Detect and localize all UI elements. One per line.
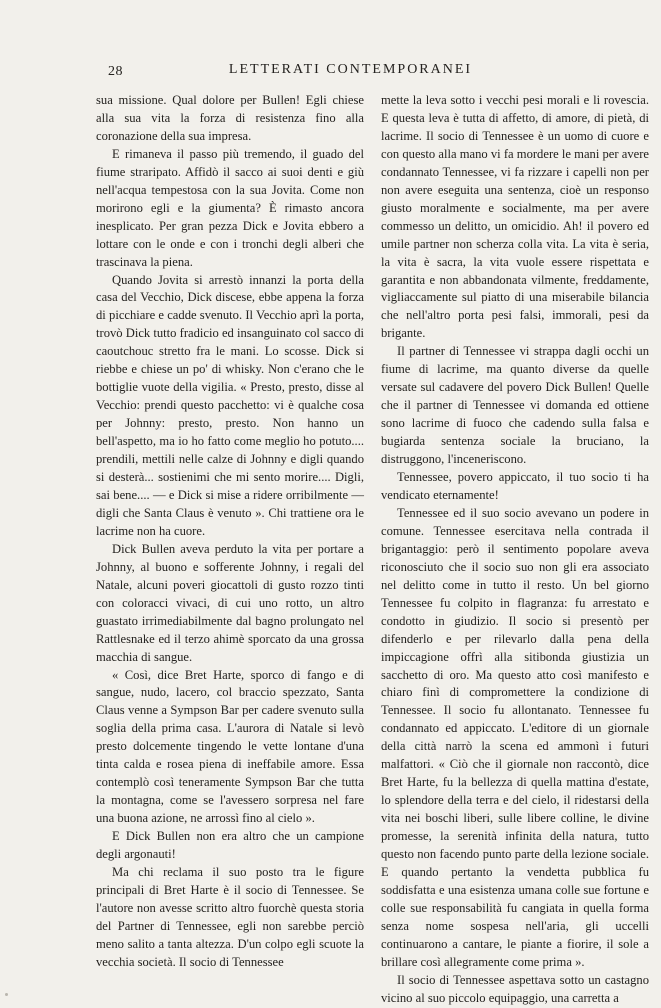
- page-number: 28: [108, 64, 123, 79]
- paragraph: Quando Jovita si arrestò innanzi la porta della casa del Vecchio, Dick discese, ebbe appena la forza di picchiare e cadde svenuto. Il Vecchio aprì la porta, trovò Dick tutto fradicio ed insanguinato col sacco di caoutchouc stretto fra le mani. Lo scosse. Dick si riebbe e chiese un po' di whisky. Non c'erano che le bottiglie vuote della vigilia. « Presto, presto, disse al Vecchio: prendi questo pacchetto: vi è qualche cosa per Johnny: presto, presto. Non hanno un bell'aspetto, ma io ho fatto come meglio ho potuto.... prendili, mettili nelle calze di Johnny e digli quando si desterà... sostienimi che mi sento morire.... Digli, sai bene.... — e Dick si mise a ridere orribilmente — digli che Santa Claus è venuto ». Chi trattiene ora le lacrime non ha cuore.: [96, 272, 364, 538]
- paragraph: Il socio di Tennessee aspettava sotto un castagno vicino al suo piccolo equipaggio, una carretta a: [381, 972, 649, 1005]
- paragraph: Ma chi reclama il suo posto tra le figure principali di Bret Harte è il socio di Tennessee. Se l'autore non avesse scritto altro fuorchè questa storia del Partner di Tennessee, egli non sarebbe perciò meno salito a tanta altezza. D'un colpo egli scuote la vecchia società. Il socio di Tennessee: [96, 864, 364, 969]
- left-text-column: [96, 92, 364, 972]
- running-head: LETTERATI CONTEMPORANEI: [228, 62, 473, 77]
- paragraph: sua missione. Qual dolore per Bullen! Egli chiese alla sua vita la forza di resistenza fino alla coronazione della sua impresa.: [96, 93, 364, 143]
- paragraph: E rimaneva il passo più tremendo, il guado del fiume straripato. Affidò il sacco ai suoi denti e giù nell'acqua tempestosa con la sua Jovita. Come non morirono egli e la giumenta? È rimasto ancora inesplicato. Per gran pezza Dick e Jovita ebbero a lottare con le onde e con i tronchi degli alberi che trascinava la piena.: [96, 146, 364, 269]
- paragraph: Tennessee, povero appiccato, il tuo socio ti ha vendicato eternamente!: [381, 470, 649, 502]
- paragraph: Dick Bullen aveva perduto la vita per portare a Johnny, al buono e sofferente Johnny, i regali del Natale, alcuni poveri giocattoli di gusto rozzo tinti con coloracci vivaci, di cui uno rotto, un altro guastato irrimediabilmente dal bagno prolungato nel Rattlesnake ed il terzo ahimè sporcato da una grossa macchia di sangue.: [96, 541, 364, 664]
- paragraph: « Così, dice Bret Harte, sporco di fango e di sangue, nudo, lacero, col braccio spezzato, Santa Claus venne a Sympson Bar per cadere svenuto sulla soglia della prima casa. L'aurora di Natale si levò presto dolcemente tingendo le vette lontane d'una tinta calda e rosea piena di ineffabile amore. Essa contemplò così teneramente Sympson Bar che tutta la montagna, come se l'avessero sorpresa nel fare una buona azione, ne arrossì fino al cielo ».: [96, 667, 364, 826]
- right-text-column: [381, 92, 649, 1008]
- paragraph: Tennessee ed il suo socio avevano un podere in comune. Tennessee esercitava nella contrada il brigantaggio: però il sentimento popolare aveva riconosciuto che il socio suo non gli era associato nel delitto come in tutto il resto. Un bel giorno Tennessee fu colpito in flagranza: fu arrestato e condotto in giudizio. Il socio si presentò per difenderlo e per rilevarlo dalla pena della impiccagione offrì alla sitibonda giustizia un sacchetto di oro. Ma questo atto così manifesto e chiaro finì di compromettere la condizione di Tennessee. Il socio fu allontanato. Tennessee fu condannato ed appiccato. L'editore di un giornale della città narrò la scena ed ammonì i futuri malfattori. « Ciò che il giornale non raccontò, dice Bret Harte, fu la bellezza di quella mattina d'estate, lo splendore della terra e del cielo, il ridestarsi della vita nei boschi liberi, sulle libere colline, le divine promesse, la serenità infinita della natura, tutto questo non facendo punto parte della lezione sociale. E quando pertanto la vendetta pubblica fu soddisfatta e una esistenza umana colle sue fortune e colle sue responsabilità fu cangiata in quella forma senza nome sospesa nell'aria, gli uccelli continuarono a cantare, le piante a fiorire, il sole a brillare così allegramente come prima ».: [381, 505, 649, 969]
- paragraph: E Dick Bullen non era altro che un campione degli argonauti!: [96, 829, 364, 862]
- paragraph: Il partner di Tennessee vi strappa dagli occhi un fiume di lacrime, ma quanto diverse da quelle versate sul cadavere del povero Dick Bullen! Quelle che il partner di Tennessee vi domanda ed ottiene sono lacrime di fuoco che cadendo sulla falsa e bugiarda sentenza sociale la bruciano, la distruggono, l'inceneriscono.: [381, 344, 649, 467]
- paper-speck: [5, 993, 8, 996]
- paragraph: mette la leva sotto i vecchi pesi morali e li rovescia. E questa leva è tutta di affetto, di amore, di pietà, di lacrime. Il socio di Tennessee è un uomo di cuore e con questo alla mano vi fa mordere le mani per avere condannato Tennessee, vi fa rizzare i capelli non per non avere eseguita una sentenza, cioè un responso giusto moralmente e socialmente, ma per avere commesso un delitto, un omicidio. Ah! il povero ed umile partner non scherza colla vita. La vita è seria, la vita è sacra, la vita vuole essere rispettata e garantita e non abbandonata vilmente, freddamente, vigliaccamente sul piatto di una miserabile bilancia che nell'altro porta pesi falsi, immorali, pesi da brigante.: [381, 93, 649, 341]
